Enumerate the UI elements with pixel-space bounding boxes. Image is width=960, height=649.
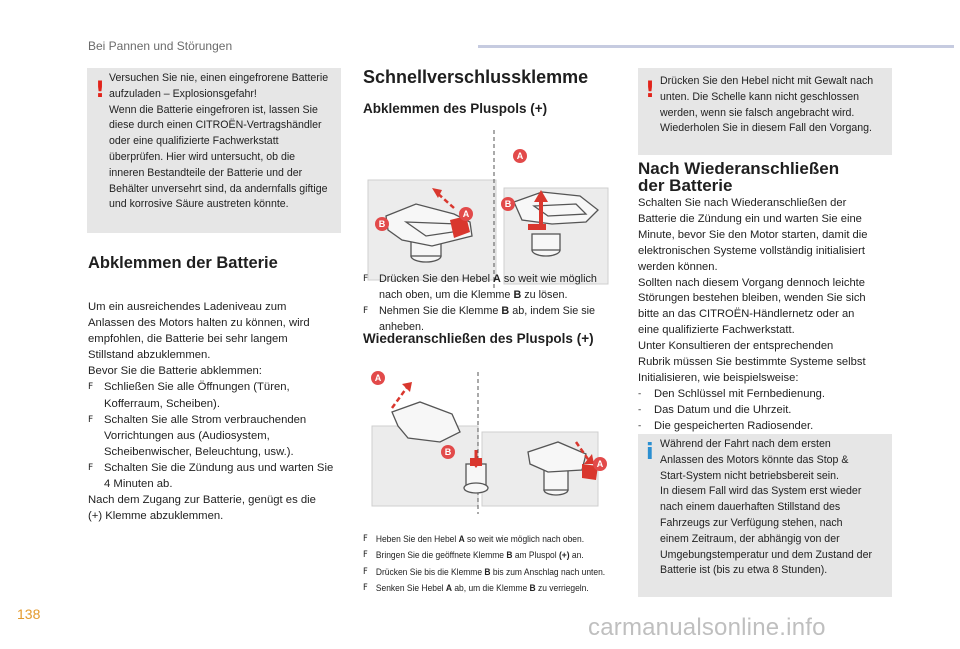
body-line: Unter Konsultieren der entsprechenden (638, 340, 834, 353)
list-item (88, 460, 338, 492)
body-line: Anlassen des Motors halten zu können, wird (88, 317, 310, 330)
illustration-reconnect (362, 368, 612, 518)
subheading-abklemmen-pluspol: Abklemmen des Pluspols (+) (363, 101, 548, 116)
body-line: Minute, bevor Sie den Motor starten, damit die (638, 228, 868, 241)
bullet-icon: F (363, 274, 369, 284)
warning-line: werden, wenn sie falsch angebracht wird. (660, 106, 855, 119)
emphasis: A (458, 534, 465, 544)
label-a: A (462, 209, 470, 219)
info-line: nach einem dauerhaften Stillstand des (660, 501, 841, 514)
heading-abklemmen: Abklemmen der Batterie (88, 254, 278, 272)
list-item-text: Nehmen Sie die Klemme B ab, indem Sie sie anheben. (379, 305, 596, 333)
reconnect-steps (363, 531, 611, 596)
list-item (88, 412, 338, 460)
list-item-text: Bringen Sie die geöffnete Klemme B am Pluspol (+) an. (375, 550, 584, 561)
emphasis: B (506, 550, 513, 561)
info-line: einem Zeitraum, der abhängig von der (660, 532, 840, 545)
dash-item (638, 419, 892, 435)
info-line: Fahrzeugs zur Verfügung stehen, nach (660, 516, 843, 529)
body-line: Um ein ausreichendes Ladeniveau zum (88, 301, 287, 313)
body-line: Störungen bestehen bleiben, wenden Sie sich (638, 292, 866, 305)
body-line: Rubrik müssen Sie bestimmte Systeme selbst (638, 356, 866, 369)
dash-item-text: Das Datum und die Uhrzeit. (654, 403, 792, 416)
list-item-text: Senken Sie Hebel A ab, um die Klemme B zu verriegeln. (375, 582, 589, 593)
bullet-icon: F (88, 462, 94, 473)
emphasis: B (529, 582, 536, 593)
label-a: A (596, 459, 604, 469)
list-item-text: Heben Sie den Hebel A so weit wie möglich nach oben. (375, 534, 585, 544)
heading-schnellverschluss: Schnellverschlussklemme (363, 67, 589, 87)
body-line: Sollten nach diesem Vorgang dennoch leichte (638, 276, 866, 289)
list-item-text: Drücken Sie den Hebel A so weit wie möglich nach oben, um die Klemme B zu lösen. (379, 273, 597, 301)
warning-line: und korrosive Säure austreten könnte. (109, 198, 289, 211)
body-line: (+) Klemme abzuklemmen. (88, 510, 224, 523)
dash-item-text: Die gespeicherten Radiosender. (654, 419, 814, 432)
emphasis: B (501, 305, 510, 317)
bullet-icon: F (363, 550, 368, 561)
list-item (363, 580, 611, 596)
emphasis: B (484, 566, 491, 577)
body-line: Stillstand abzuklemmen. (88, 349, 211, 362)
list-item (363, 531, 611, 547)
warning-line: inneren Bestandteile der Batterie und der (109, 166, 303, 179)
warning-icon: ! (645, 78, 656, 103)
body-line: Nach dem Zugang zur Batterie, genügt es die (88, 494, 316, 507)
info-line: Start-System nicht betriebsbereit sein. (660, 469, 839, 482)
dash-item (638, 387, 892, 403)
label-a: A (516, 151, 524, 161)
dash-icon: - (638, 388, 642, 399)
body-line: eine qualifizierte Fachwerkstatt. (638, 324, 795, 337)
disconnect-steps (363, 271, 615, 335)
emphasis: A (493, 273, 501, 285)
dash-item (638, 403, 892, 419)
info-icon: i (646, 440, 654, 465)
header-divider (478, 45, 954, 48)
list-item (363, 271, 615, 303)
heading-nach-wiederanschliessen (638, 160, 839, 194)
info-line: Während der Fahrt nach dem ersten (660, 438, 831, 450)
abklemmen-body (88, 299, 338, 524)
bullet-icon: F (88, 414, 94, 425)
list-item (88, 379, 338, 411)
body-line: Batterie die Zündung ein und warten Sie eine (638, 212, 862, 225)
body-line: elektronischen Systeme vollständig initialisiert (638, 244, 865, 257)
list-item (363, 564, 611, 580)
warning-line: Behälter unversehrt sind, da andernfalls giftige (109, 182, 328, 195)
page-number: 138 (17, 606, 41, 622)
heading-line-1: Nach Wiederanschließen (638, 159, 840, 178)
dash-item-text: Den Schlüssel mit Fernbedienung. (654, 387, 826, 400)
warning-line: oder eine qualifizierte Fachwerkstatt (109, 135, 279, 148)
warning-text-right (660, 74, 890, 137)
body-line: Initialisieren, wie beispielsweise: (638, 371, 799, 384)
watermark: carmanualsonline.info (588, 614, 826, 641)
bullet-icon: F (363, 566, 368, 577)
body-line: bitte an das CITROËN-Händlernetz oder an (638, 308, 855, 321)
body-line: empfohlen, die Batterie bei sehr langem (88, 333, 288, 346)
body-line: Schalten Sie nach Wiederanschließen der (638, 197, 847, 209)
list-item (363, 547, 611, 563)
label-b: B (378, 219, 386, 229)
info-line: Umgebungstemperatur und dem Zustand der (660, 548, 872, 561)
info-line: Batterie ist (bis zu etwa 8 Stunden). (660, 564, 828, 577)
info-line: Anlassen des Motors könnte das Stop & (660, 453, 849, 466)
warning-line: aufzuladen – Explosionsgefahr! (109, 87, 257, 100)
illustration-disconnect (362, 130, 612, 290)
body-line: werden können. (638, 260, 718, 273)
warning-icon: ! (95, 78, 106, 103)
heading-line-2: der Batterie (638, 176, 733, 195)
emphasis: A (445, 582, 453, 593)
list-item-text: Schließen Sie alle Öffnungen (Türen, Kofferraum, Scheiben). (104, 381, 290, 410)
bullet-icon: F (363, 534, 368, 544)
dash-icon: - (638, 420, 642, 431)
bullet-icon: F (88, 382, 94, 393)
subheading-wiederanschliessen-pluspol (363, 331, 613, 347)
warning-line: überprüfen. Hier wird untersucht, ob die (109, 150, 296, 163)
info-line: In diesem Fall wird das System erst wieder (660, 485, 862, 498)
emphasis: (+) (558, 550, 570, 561)
nach-body (638, 196, 892, 435)
warning-line: diese durch einen CITROËN-Vertragshändler (109, 119, 322, 132)
subheading-wiederanschliessen-text: Wiederanschließen des Pluspols (+) (363, 331, 594, 346)
emphasis: B (513, 289, 522, 301)
warning-line: Versuchen Sie nie, einen eingefrorene Batterie (109, 72, 329, 84)
list-item-text: Schalten Sie die Zündung aus und warten Sie 4 Minuten ab. (104, 461, 334, 491)
label-a: A (374, 373, 382, 383)
body-line: Bevor Sie die Batterie abklemmen: (88, 365, 262, 378)
label-b: B (444, 447, 452, 457)
warning-line: Drücken Sie den Hebel nicht mit Gewalt nach (660, 75, 874, 87)
warning-text-left (109, 71, 339, 213)
bullet-icon: F (363, 582, 368, 593)
warning-line: Wenn die Batterie eingefroren ist, lassen Sie (109, 103, 318, 116)
dash-icon: - (638, 404, 642, 415)
section-title: Bei Pannen und Störungen (88, 39, 233, 53)
warning-line: Wiederholen Sie in diesem Fall den Vorgang. (660, 122, 872, 135)
info-text (660, 437, 892, 579)
list-item-text: Schalten Sie alle Strom verbrauchenden Vorrichtungen aus (Audiosystem, Scheibenwischer, Beleuchtung, usw.). (104, 413, 307, 458)
label-b: B (504, 199, 512, 209)
bullet-icon: F (363, 306, 369, 316)
warning-line: unten. Die Schelle kann nicht geschlossen (660, 90, 860, 103)
list-item-text: Drücken Sie bis die Klemme B bis zum Anschlag nach unten. (375, 566, 606, 577)
